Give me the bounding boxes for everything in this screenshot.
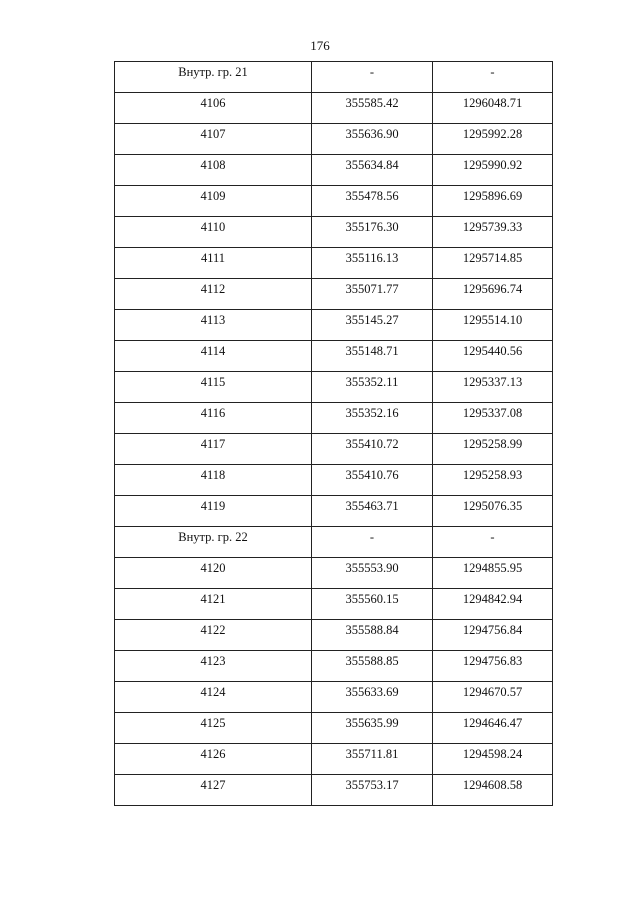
x-coordinate-cell [312, 155, 433, 186]
point-label-cell-text: 4109 [200, 189, 226, 203]
x-coordinate-cell-text: 355753.17 [345, 778, 399, 792]
point-label-cell-text: Внутр. гр. 22 [178, 530, 248, 544]
point-label-cell [115, 682, 312, 713]
x-coordinate-cell [312, 527, 433, 558]
x-coordinate-cell [312, 713, 433, 744]
y-coordinate-cell [433, 155, 553, 186]
x-coordinate-cell-text: 355560.15 [345, 592, 399, 606]
x-coordinate-cell [312, 620, 433, 651]
y-coordinate-cell-text: - [490, 65, 495, 79]
x-coordinate-cell-text: 355071.77 [345, 282, 399, 296]
y-coordinate-cell [433, 124, 553, 155]
y-coordinate-cell [433, 465, 553, 496]
x-coordinate-cell-text: 355116.13 [345, 251, 399, 265]
point-label-cell-text: 4115 [200, 375, 226, 389]
x-coordinate-cell [312, 651, 433, 682]
y-coordinate-cell-text: 1295514.10 [462, 313, 523, 327]
point-label-cell [115, 124, 312, 155]
page-number: 176 [310, 38, 330, 53]
y-coordinate-cell-text: 1295337.13 [462, 375, 523, 389]
x-coordinate-cell-text: 355352.11 [345, 375, 399, 389]
y-coordinate-cell [433, 310, 553, 341]
y-coordinate-cell [433, 589, 553, 620]
point-label-cell [115, 589, 312, 620]
point-label-cell-text: 4121 [200, 592, 226, 606]
table-row [115, 341, 553, 372]
y-coordinate-cell-text: - [490, 530, 495, 544]
point-label-cell [115, 186, 312, 217]
y-coordinate-cell-text: 1295258.99 [462, 437, 523, 451]
y-coordinate-cell-text: 1295440.56 [462, 344, 523, 358]
point-label-cell [115, 279, 312, 310]
x-coordinate-cell [312, 744, 433, 775]
point-label-cell [115, 775, 312, 806]
y-coordinate-cell [433, 558, 553, 589]
y-coordinate-cell [433, 651, 553, 682]
point-label-cell-text: 4119 [200, 499, 226, 513]
x-coordinate-cell-text: 355633.69 [345, 685, 399, 699]
point-label-cell-text: 4112 [200, 282, 226, 296]
point-label-cell-text: 4126 [200, 747, 226, 761]
point-label-cell [115, 527, 312, 558]
table-row [115, 434, 553, 465]
table-row [115, 310, 553, 341]
coordinates-table [114, 61, 553, 806]
y-coordinate-cell-text: 1294756.84 [462, 623, 523, 637]
table-row [115, 651, 553, 682]
y-coordinate-cell-text: 1294598.24 [462, 747, 523, 761]
y-coordinate-cell [433, 62, 553, 93]
x-coordinate-cell-text: 355463.71 [345, 499, 399, 513]
point-label-cell [115, 713, 312, 744]
table-row [115, 93, 553, 124]
x-coordinate-cell-text: 355588.85 [345, 654, 399, 668]
y-coordinate-cell [433, 217, 553, 248]
y-coordinate-cell-text: 1295739.33 [462, 220, 523, 234]
point-label-cell [115, 465, 312, 496]
y-coordinate-cell-text: 1294842.94 [462, 592, 523, 606]
y-coordinate-cell [433, 93, 553, 124]
x-coordinate-cell-text: 355553.90 [345, 561, 399, 575]
x-coordinate-cell-text: 355145.27 [345, 313, 399, 327]
table-row [115, 465, 553, 496]
point-label-cell-text: 4127 [200, 778, 226, 792]
point-label-cell-text: Внутр. гр. 21 [178, 65, 248, 79]
x-coordinate-cell [312, 465, 433, 496]
y-coordinate-cell [433, 775, 553, 806]
x-coordinate-cell-text: 355711.81 [345, 747, 399, 761]
y-coordinate-cell-text: 1295896.69 [462, 189, 523, 203]
x-coordinate-cell-text: 355352.16 [345, 406, 399, 420]
y-coordinate-cell-text: 1295990.92 [462, 158, 523, 172]
point-label-cell-text: 4108 [200, 158, 226, 172]
x-coordinate-cell-text: 355635.99 [345, 716, 399, 730]
table-row [115, 589, 553, 620]
x-coordinate-cell [312, 372, 433, 403]
point-label-cell [115, 155, 312, 186]
y-coordinate-cell-text: 1295714.85 [462, 251, 523, 265]
point-label-cell [115, 62, 312, 93]
x-coordinate-cell [312, 310, 433, 341]
x-coordinate-cell-text: 355634.84 [345, 158, 399, 172]
point-label-cell-text: 4123 [200, 654, 226, 668]
table-row [115, 155, 553, 186]
x-coordinate-cell-text: 355588.84 [345, 623, 399, 637]
table-row [115, 713, 553, 744]
x-coordinate-cell [312, 93, 433, 124]
point-label-cell-text: 4122 [200, 623, 226, 637]
x-coordinate-cell [312, 217, 433, 248]
table-row [115, 248, 553, 279]
table-row [115, 372, 553, 403]
y-coordinate-cell-text: 1294670.57 [462, 685, 523, 699]
table-row [115, 744, 553, 775]
point-label-cell [115, 93, 312, 124]
point-label-cell [115, 341, 312, 372]
y-coordinate-cell [433, 620, 553, 651]
point-label-cell [115, 403, 312, 434]
x-coordinate-cell [312, 248, 433, 279]
y-coordinate-cell [433, 496, 553, 527]
point-label-cell [115, 744, 312, 775]
x-coordinate-cell-text: 355176.30 [345, 220, 399, 234]
point-label-cell [115, 651, 312, 682]
point-label-cell [115, 248, 312, 279]
point-label-cell-text: 4111 [200, 251, 226, 265]
x-coordinate-cell [312, 403, 433, 434]
point-label-cell [115, 558, 312, 589]
point-label-cell-text: 4124 [200, 685, 226, 699]
x-coordinate-cell [312, 341, 433, 372]
y-coordinate-cell [433, 744, 553, 775]
x-coordinate-cell [312, 434, 433, 465]
table-row [115, 62, 553, 93]
y-coordinate-cell-text: 1294756.83 [462, 654, 523, 668]
x-coordinate-cell [312, 589, 433, 620]
x-coordinate-cell [312, 124, 433, 155]
point-label-cell-text: 4113 [200, 313, 226, 327]
point-label-cell [115, 496, 312, 527]
point-label-cell-text: 4106 [200, 96, 226, 110]
y-coordinate-cell [433, 434, 553, 465]
point-label-cell-text: 4110 [200, 220, 226, 234]
table-row [115, 124, 553, 155]
y-coordinate-cell [433, 279, 553, 310]
y-coordinate-cell-text: 1295992.28 [462, 127, 523, 141]
table-row [115, 775, 553, 806]
table-row [115, 682, 553, 713]
x-coordinate-cell [312, 279, 433, 310]
y-coordinate-cell-text: 1294608.58 [462, 778, 523, 792]
y-coordinate-cell [433, 713, 553, 744]
x-coordinate-cell-text: - [369, 65, 375, 79]
point-label-cell [115, 434, 312, 465]
point-label-cell-text: 4125 [200, 716, 226, 730]
point-label-cell-text: 4116 [200, 406, 226, 420]
table-row [115, 403, 553, 434]
table-row [115, 279, 553, 310]
point-label-cell-text: 4120 [200, 561, 226, 575]
y-coordinate-cell-text: 1294646.47 [462, 716, 523, 730]
point-label-cell [115, 310, 312, 341]
x-coordinate-cell [312, 496, 433, 527]
y-coordinate-cell [433, 248, 553, 279]
y-coordinate-cell [433, 682, 553, 713]
table-row [115, 527, 553, 558]
x-coordinate-cell-text: 355585.42 [345, 96, 399, 110]
y-coordinate-cell-text: 1295696.74 [462, 282, 523, 296]
x-coordinate-cell [312, 558, 433, 589]
point-label-cell [115, 217, 312, 248]
y-coordinate-cell-text: 1296048.71 [462, 96, 523, 110]
x-coordinate-cell-text: 355410.76 [345, 468, 399, 482]
y-coordinate-cell-text: 1294855.95 [462, 561, 523, 575]
x-coordinate-cell [312, 186, 433, 217]
point-label-cell-text: 4107 [200, 127, 226, 141]
point-label-cell [115, 372, 312, 403]
table-row [115, 620, 553, 651]
x-coordinate-cell-text: 355636.90 [345, 127, 399, 141]
x-coordinate-cell [312, 775, 433, 806]
x-coordinate-cell-text: 355410.72 [345, 437, 399, 451]
point-label-cell [115, 620, 312, 651]
point-label-cell-text: 4118 [200, 468, 226, 482]
table-row [115, 558, 553, 589]
x-coordinate-cell-text: - [369, 530, 375, 544]
point-label-cell-text: 4117 [200, 437, 226, 451]
y-coordinate-cell [433, 341, 553, 372]
x-coordinate-cell-text: 355148.71 [345, 344, 399, 358]
x-coordinate-cell [312, 682, 433, 713]
table-row [115, 186, 553, 217]
y-coordinate-cell-text: 1295258.93 [462, 468, 523, 482]
y-coordinate-cell [433, 527, 553, 558]
table-row [115, 217, 553, 248]
y-coordinate-cell-text: 1295076.35 [462, 499, 523, 513]
y-coordinate-cell [433, 403, 553, 434]
coordinates-table-body [115, 62, 553, 806]
x-coordinate-cell-text: 355478.56 [345, 189, 399, 203]
y-coordinate-cell [433, 372, 553, 403]
x-coordinate-cell [312, 62, 433, 93]
point-label-cell-text: 4114 [200, 344, 226, 358]
table-row [115, 496, 553, 527]
y-coordinate-cell-text: 1295337.08 [462, 406, 523, 420]
y-coordinate-cell [433, 186, 553, 217]
